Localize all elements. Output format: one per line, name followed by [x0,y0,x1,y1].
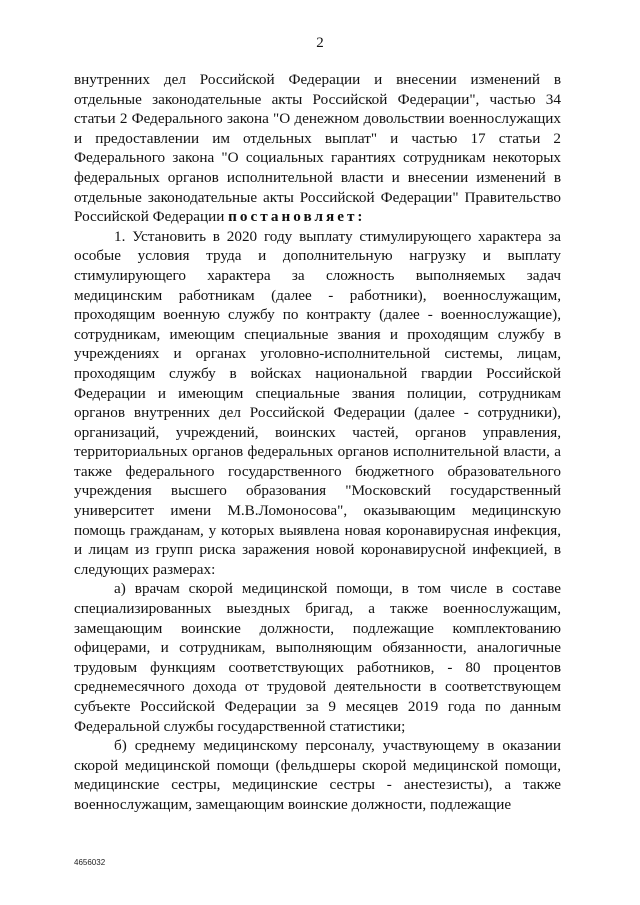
document-code: 4656032 [74,858,106,867]
intro-paragraph [74,70,561,227]
clause-a-paragraph: а) врачам скорой медицинской помощи, в том числе в составе специализированных выездных бригад, а также военнослужащим, замещающим воинские должности, подлежащие комплектованию офицерами, и сотрудникам, выполняющим обязанности, аналогичные трудовым функциям соответствующих работников, - 80 процентов среднемесячного дохода от трудовой деятельности в соответствующем субъекте Российской Федерации за 9 месяцев 2019 года по данным Федеральной службы государственной статистики; [74,580,561,735]
clause-b-paragraph: б) среднему медицинскому персоналу, участвующему в оказании скорой медицинской помощи (фельдшеры скорой медицинской помощи, медицинские сестры, медицинские сестры - анестезисты), а также военнослужащим, замещающим воинские должности, подлежащие [74,737,561,813]
page-number: 2 [316,35,324,51]
intro-paragraph-text: внутренних дел Российской Федерации и внесении изменений в отдельные законодательные акты Российской Федерации", частью 34 статьи 2 Федерального закона "О денежном довольствии военнослужащих и предоставлении им отдельных выплат" и частью 17 статьи 2 Федерального закона "О социальных гарантиях сотрудникам некоторых федеральных органов исполнительной власти и внесении изменений в отдельные законодательные акты Российской Федерации" Правительство Российской Федерации [74,71,561,226]
resolution-keyword: постановляет: [228,208,366,226]
document-body [74,70,561,815]
clause-1-paragraph: 1. Установить в 2020 году выплату стимулирующего характера за особые условия труда и дополнительную нагрузку и выплату стимулирующего характера за сложность выполняемых задач медицинским работникам (далее - работники), военнослужащим, проходящим военную службу по контракту (далее - военнослужащие), сотрудникам, имеющим специальные звания и проходящим службу в учреждениях и органах уголовно-исполнительной системы, лицам, проходящим службу в войсках национальной гвардии Российской Федерации и имеющим специальные звания полиции, сотрудникам органов внутренних дел Российской Федерации (далее - сотрудники), организаций, учреждений, воинских частей, органов управления, территориальных органов федеральных органов исполнительной власти, а также федерального государственного бюджетного образовательного учреждения высшего образования "Московский государственный университет имени М.В.Ломоносова", оказывающим медицинскую помощь гражданам, у которых выявлена новая коронавирусная инфекция, и лицам из групп риска заражения новой коронавирусной инфекцией, в следующих размерах: [74,227,561,578]
